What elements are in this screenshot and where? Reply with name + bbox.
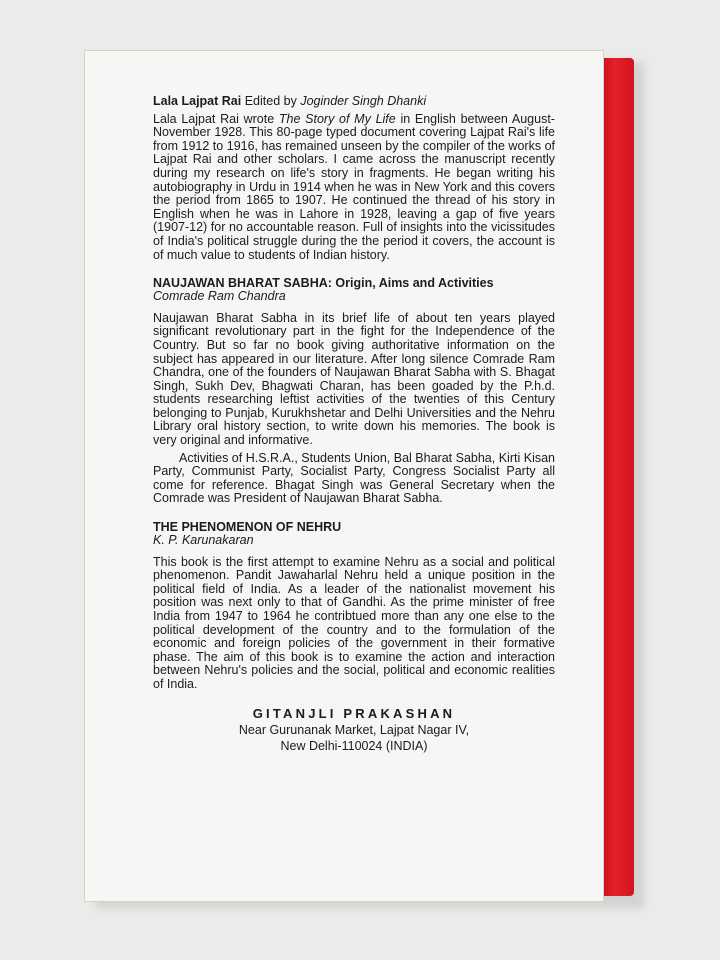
section-paragraph: Naujawan Bharat Sabha in its brief life of about ten years played significant revolutionary part in the fight for the Independence of the Country. But so far no book giving authoritative information on the subject has appeared in our literature. After long silence Comrade Ram Chandra, one of the founders of Naujawan Bharat Sabha with S. Bhagat Singh, Sukh Dev, Bhagwati Charan, has been goaded by the P.h.d. students researching leftist activities of the twenties of this Century belonging to Punjab, Kurukhshetar and Delhi Universities and the Nehru Library oral history section, to write down his memories. The book is very original and informative.: [153, 310, 555, 448]
intro-edited-by: Edited by: [244, 94, 297, 108]
section-author: K. P. Karunakaran: [153, 533, 254, 548]
publisher-address-line-1: Near Gurunanak Market, Lajpat Nagar IV,: [238, 722, 470, 737]
publisher-address-line-2: New Delhi-110024 (INDIA): [280, 738, 428, 753]
intro-paragraph: [153, 113, 555, 263]
intro-body-2: in English between August-November 1928. This 80-page typed document covering Lajpat Rai's life from 1912 to 1916, has remained unseen by the compiler of the works of Lajpat Rai and other scholars. I came across the manuscript recently during my research on life's story in fragments. He began writing his autobiography in Urdu in 1914 when he was in New York and this covers the period from 1865 to 1907. He continued the thread of his story in English when he was in Lahore in 1928, leaving a gap of five years (1907-12) for no accountable reason. Full of insights into the vicissitudes of India's political struggle during the the period it covers, the account is of much value to students of Indian history.: [153, 111, 555, 262]
intro-heading: [153, 95, 555, 109]
intro-author: Lala Lajpat Rai: [153, 94, 242, 108]
section-paragraph: This book is the first attempt to examine Nehru as a social and political phenomenon. Pandit Jawaharlal Nehru held a unique position in the political field of India. As a leader of the nationalist movement his position was next only to that of Gandhi. As the prime minister of free India from 1947 to 1964 he contribtued more than any one else to the political development of the country and to the formulation of the economic and foreign policies of the government in their formative phase. The aim of this book is to examine the action and interaction between Nehru's policies and the social, political and economic realities of India.: [153, 554, 555, 691]
book-back-cover: [84, 50, 636, 902]
publisher-block: [153, 706, 555, 754]
intro-book-title: The Story of My Life: [278, 111, 396, 126]
section-author: Comrade Ram Chandra: [153, 289, 286, 304]
red-spine: [600, 58, 634, 896]
section-title: THE PHENOMENON OF NEHRU: [153, 520, 342, 535]
section-paragraph: Activities of H.S.R.A., Students Union, Bal Bharat Sabha, Kirti Kisan Party, Communist Party, Socialist Party, Congress Socialist Party all come for reference. Bhagat Singh was General Secretary when the Comrade was President of Naujawan Bharat Sabha.: [153, 450, 555, 506]
section-title: NAUJAWAN BHARAT SABHA: Origin, Aims and Activities: [153, 276, 494, 291]
blurb-content: [153, 95, 555, 754]
publisher-name: GITANJLI PRAKASHAN: [252, 705, 456, 721]
dust-jacket-back: [84, 50, 604, 902]
intro-body-1: Lala Lajpat Rai wrote: [153, 111, 275, 126]
intro-editor: Joginder Singh Dhanki: [300, 94, 427, 108]
